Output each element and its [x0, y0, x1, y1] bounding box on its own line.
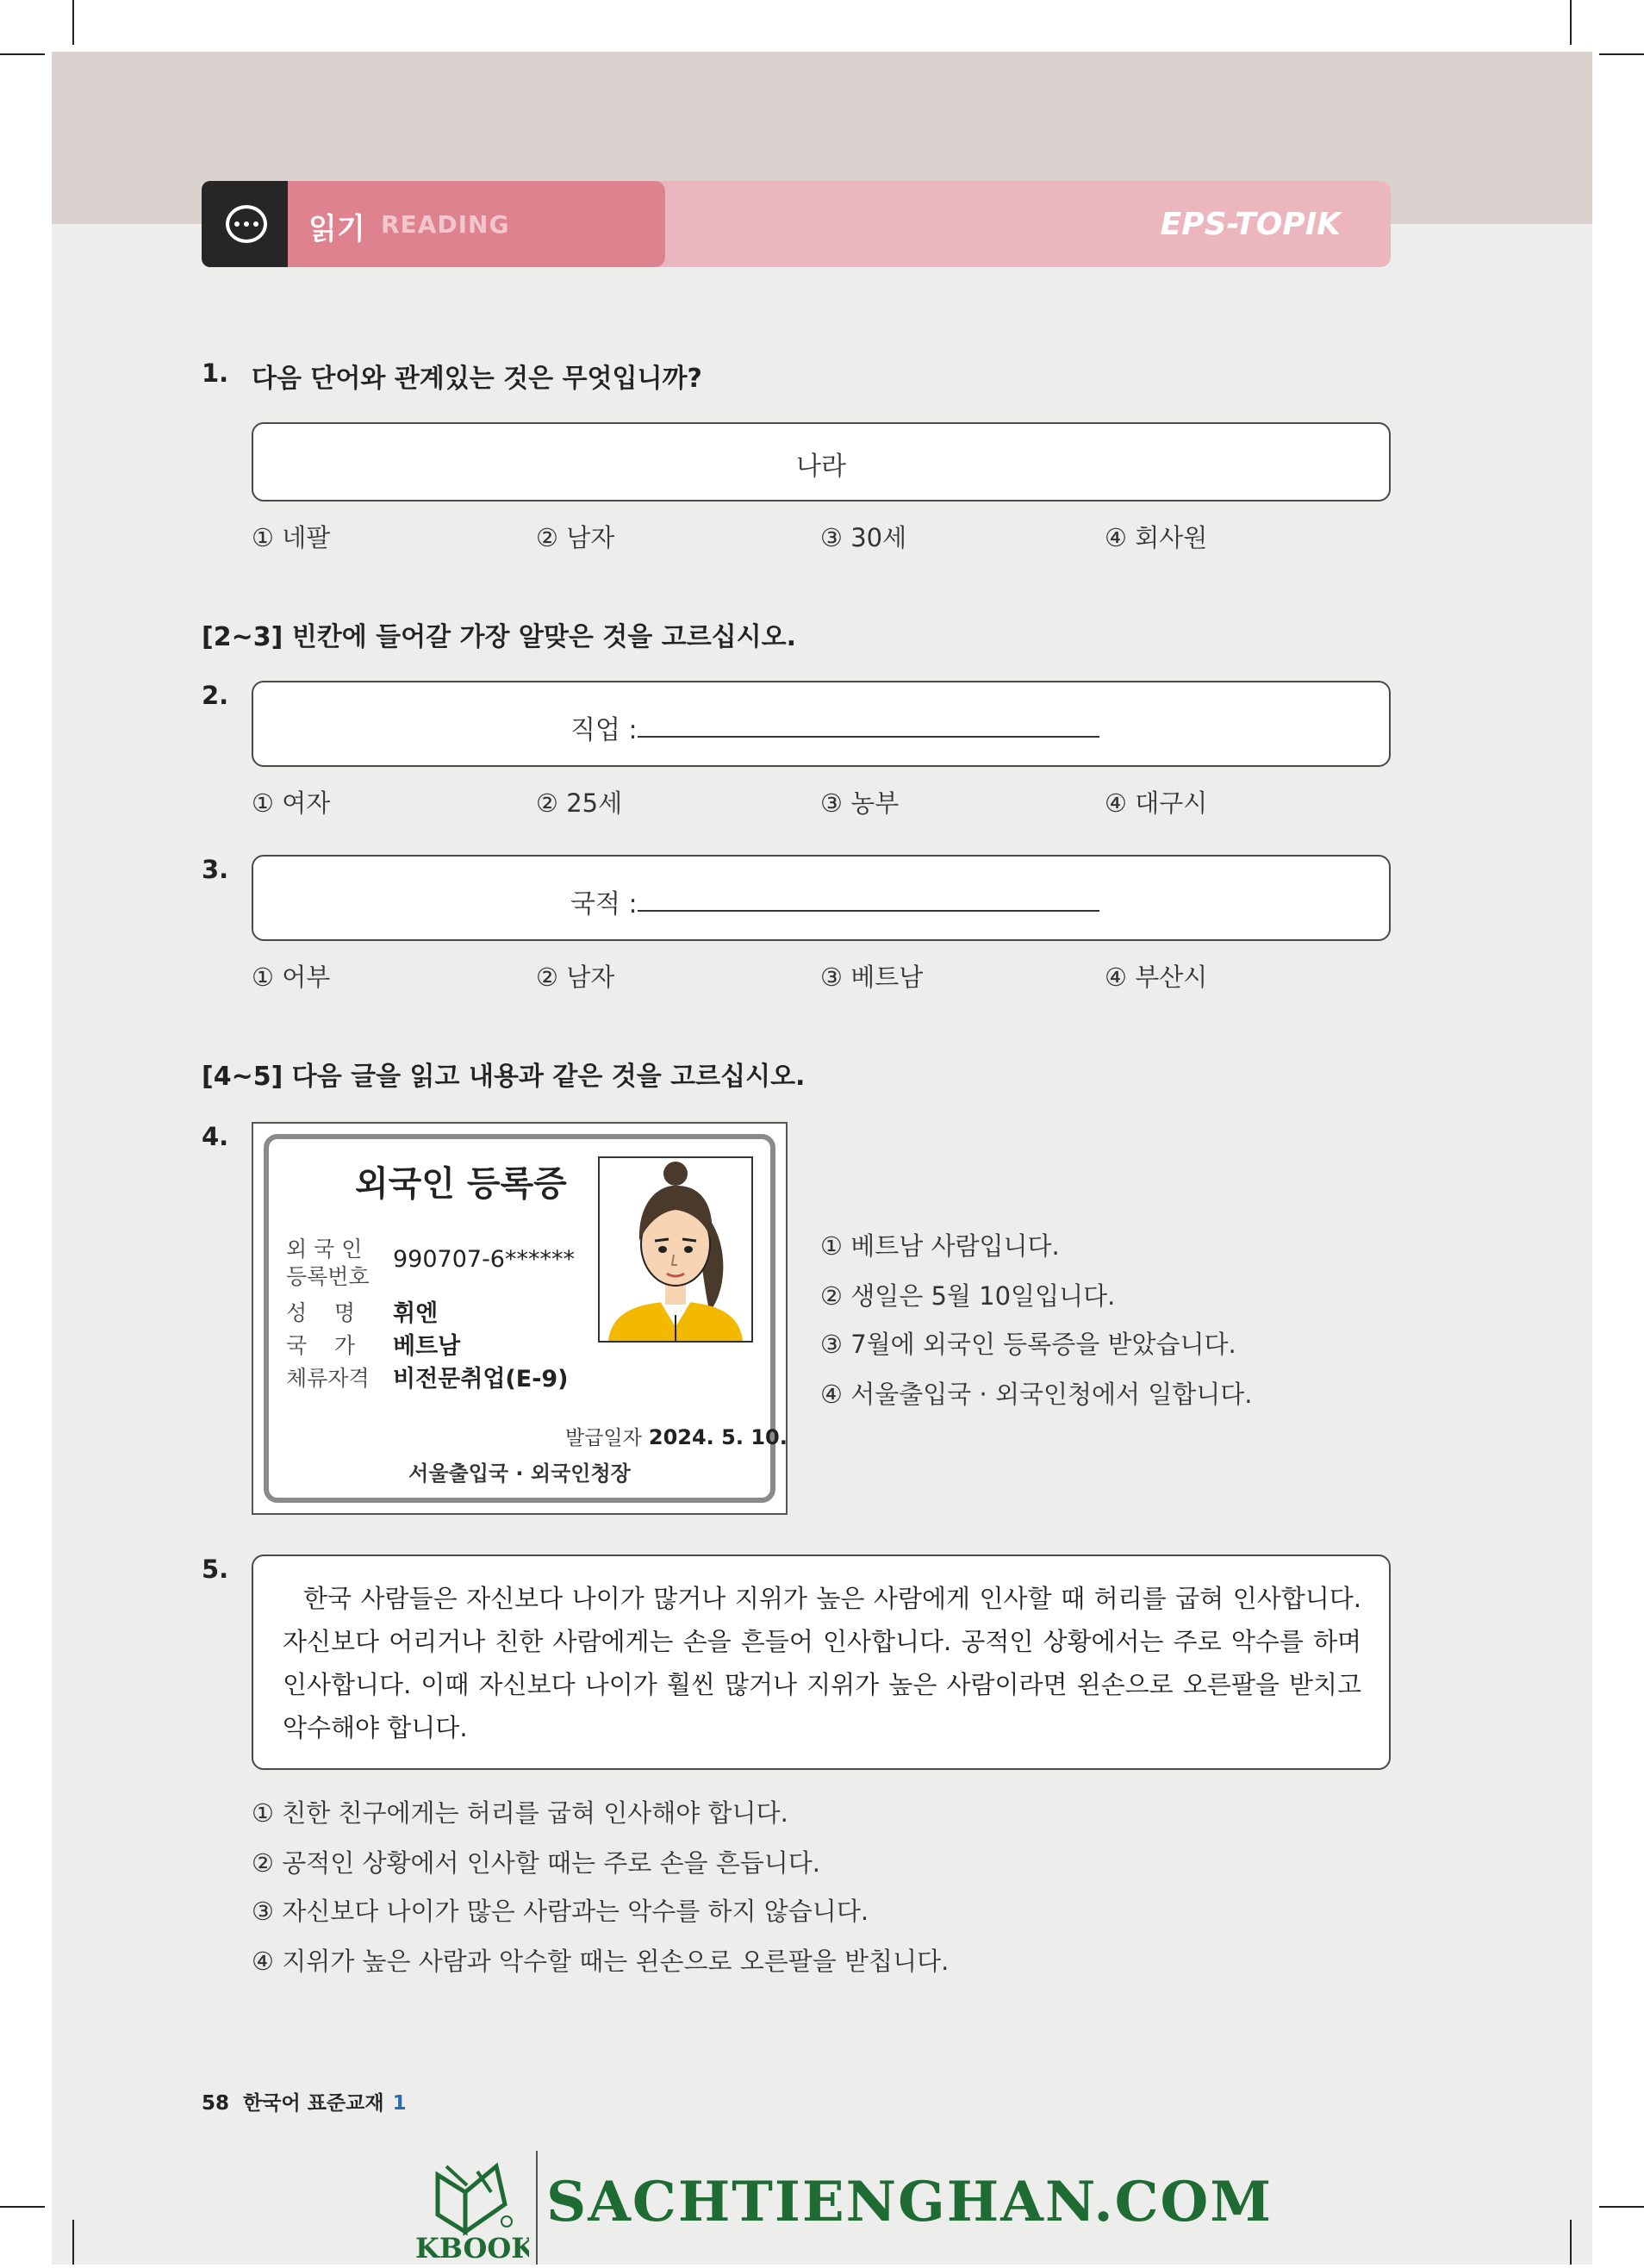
- question-text: 다음 단어와 관계있는 것은 무엇입니까?: [252, 364, 702, 394]
- answer-options: [252, 784, 1389, 819]
- kbook-logo: [412, 2149, 529, 2265]
- answer-option[interactable]: ④ 회사원: [1105, 523, 1208, 552]
- registration-number-label: 외 국 인: [286, 1237, 363, 1262]
- answer-option[interactable]: ② 생일은 5월 10일입니다.: [820, 1281, 1116, 1311]
- issue-date-label: 발급일자: [565, 1427, 642, 1449]
- status-value: 비전문취업(E-9): [393, 1366, 569, 1393]
- registration-number: 990707-6******: [393, 1246, 575, 1273]
- crop-mark: [1599, 2206, 1644, 2208]
- crop-mark: [0, 2206, 45, 2208]
- book-icon: [412, 2149, 529, 2265]
- fill-blank-box: [252, 855, 1391, 941]
- answer-option[interactable]: ① 네팔: [252, 523, 331, 552]
- question-number: 2.: [202, 681, 229, 710]
- id-photo: [598, 1156, 753, 1343]
- question-number: 1.: [202, 358, 229, 388]
- volume-number: 1: [392, 2092, 407, 2115]
- blank-label: 직업 :: [570, 715, 638, 745]
- answer-option[interactable]: ④ 지위가 높은 사람과 악수할 때는 왼손으로 오른팔을 받칩니다.: [252, 1947, 950, 1976]
- page-number: 58: [202, 2092, 230, 2115]
- section-instruction: [4~5] 다음 글을 읽고 내용과 같은 것을 고르십시오.: [202, 1062, 806, 1092]
- card-issuer: 서울출입국 · 외국인청장: [408, 1461, 631, 1486]
- answer-options: [252, 519, 1389, 553]
- answer-option[interactable]: ③ 농부: [820, 788, 900, 818]
- answer-option[interactable]: ③ 베트남: [820, 963, 924, 992]
- answer-option[interactable]: ④ 서울출입국 · 외국인청에서 일합니다.: [820, 1380, 1253, 1409]
- answer-option[interactable]: ③ 7월에 외국인 등록증을 받았습니다.: [820, 1330, 1236, 1359]
- crop-mark: [72, 0, 74, 45]
- fill-blank-box: [252, 681, 1391, 767]
- reading-passage: 한국 사람들은 자신보다 나이가 많거나 지위가 높은 사람에게 인사할 때 허리를 굽혀 인사합니다. 자신보다 어리거나 친한 사람에게는 손을 흔들어 인사합니다. 공적인 상황에서는 주로 악수를 하며 인사합니다. 이때 자신보다 나이가 훨씬 많거나 지위가 높은 사람이라면 왼손으로 오른팔을 받치고 악수해야 합니다.: [283, 1584, 1361, 1742]
- section-subtitle: READING: [381, 210, 510, 239]
- country-label: 국 가: [286, 1333, 356, 1358]
- person-illustration: [600, 1158, 751, 1341]
- status-label: 체류자격: [286, 1366, 370, 1391]
- section-header: [288, 181, 665, 267]
- blank-label: 국적 :: [570, 889, 638, 919]
- answer-option[interactable]: ② 25세: [536, 788, 623, 818]
- issue-date-value: 2024. 5. 10.: [648, 1425, 788, 1449]
- book-title: 한국어 표준교재: [243, 2092, 384, 2115]
- reading-passage-box: [252, 1555, 1391, 1770]
- crop-mark: [1599, 53, 1644, 55]
- blank-line: [638, 736, 1099, 738]
- blank-line: [638, 910, 1099, 912]
- country-value: 베트남: [393, 1333, 461, 1360]
- name-label: 성 명: [286, 1300, 356, 1325]
- crop-mark: [1570, 2220, 1572, 2265]
- speech-bubble-icon: [202, 181, 288, 267]
- answer-option[interactable]: ① 친한 친구에게는 허리를 굽혀 인사해야 합니다.: [252, 1798, 788, 1828]
- crop-mark: [72, 2220, 74, 2265]
- crop-mark: [1570, 0, 1572, 45]
- answer-option[interactable]: ② 공적인 상황에서 인사할 때는 주로 손을 흔듭니다.: [252, 1848, 821, 1878]
- word-text: 나라: [796, 452, 846, 482]
- answer-options: [252, 958, 1389, 993]
- brand-label: EPS-TOPIK: [1160, 207, 1341, 242]
- logo-text: KBOOK: [415, 2232, 529, 2265]
- registration-number-label: 등록번호: [286, 1264, 370, 1289]
- answer-option[interactable]: ③ 30세: [820, 523, 907, 552]
- issue-date: [565, 1422, 788, 1450]
- alien-registration-card: [264, 1134, 788, 1503]
- section-instruction: [2~3] 빈칸에 들어갈 가장 알맞은 것을 고르십시오.: [202, 622, 797, 652]
- crop-mark: [0, 53, 45, 55]
- answer-option[interactable]: ④ 대구시: [1105, 788, 1208, 818]
- answer-option[interactable]: ④ 부산시: [1105, 963, 1208, 992]
- header-band: [657, 181, 1391, 267]
- answer-option[interactable]: ② 남자: [536, 963, 615, 992]
- answer-option[interactable]: ③ 자신보다 나이가 많은 사람과는 악수를 하지 않습니다.: [252, 1897, 869, 1926]
- card-title: 외국인 등록증: [355, 1164, 567, 1204]
- name-value: 휘엔: [393, 1300, 439, 1327]
- id-card-frame: [252, 1122, 788, 1515]
- answer-option[interactable]: ① 베트남 사람입니다.: [820, 1231, 1060, 1261]
- answer-option[interactable]: ① 어부: [252, 963, 331, 992]
- answer-option[interactable]: ① 여자: [252, 788, 331, 818]
- watermark-site: SACHTIENGHAN.COM: [546, 2170, 1273, 2234]
- page-footer: [202, 2087, 407, 2115]
- question-number: 3.: [202, 855, 229, 884]
- watermark-divider: [536, 2151, 538, 2265]
- question-number: 5.: [202, 1555, 229, 1584]
- answer-option[interactable]: ② 남자: [536, 523, 615, 552]
- section-title: 읽기: [308, 212, 365, 246]
- question-number: 4.: [202, 1122, 229, 1151]
- word-box: [252, 422, 1391, 502]
